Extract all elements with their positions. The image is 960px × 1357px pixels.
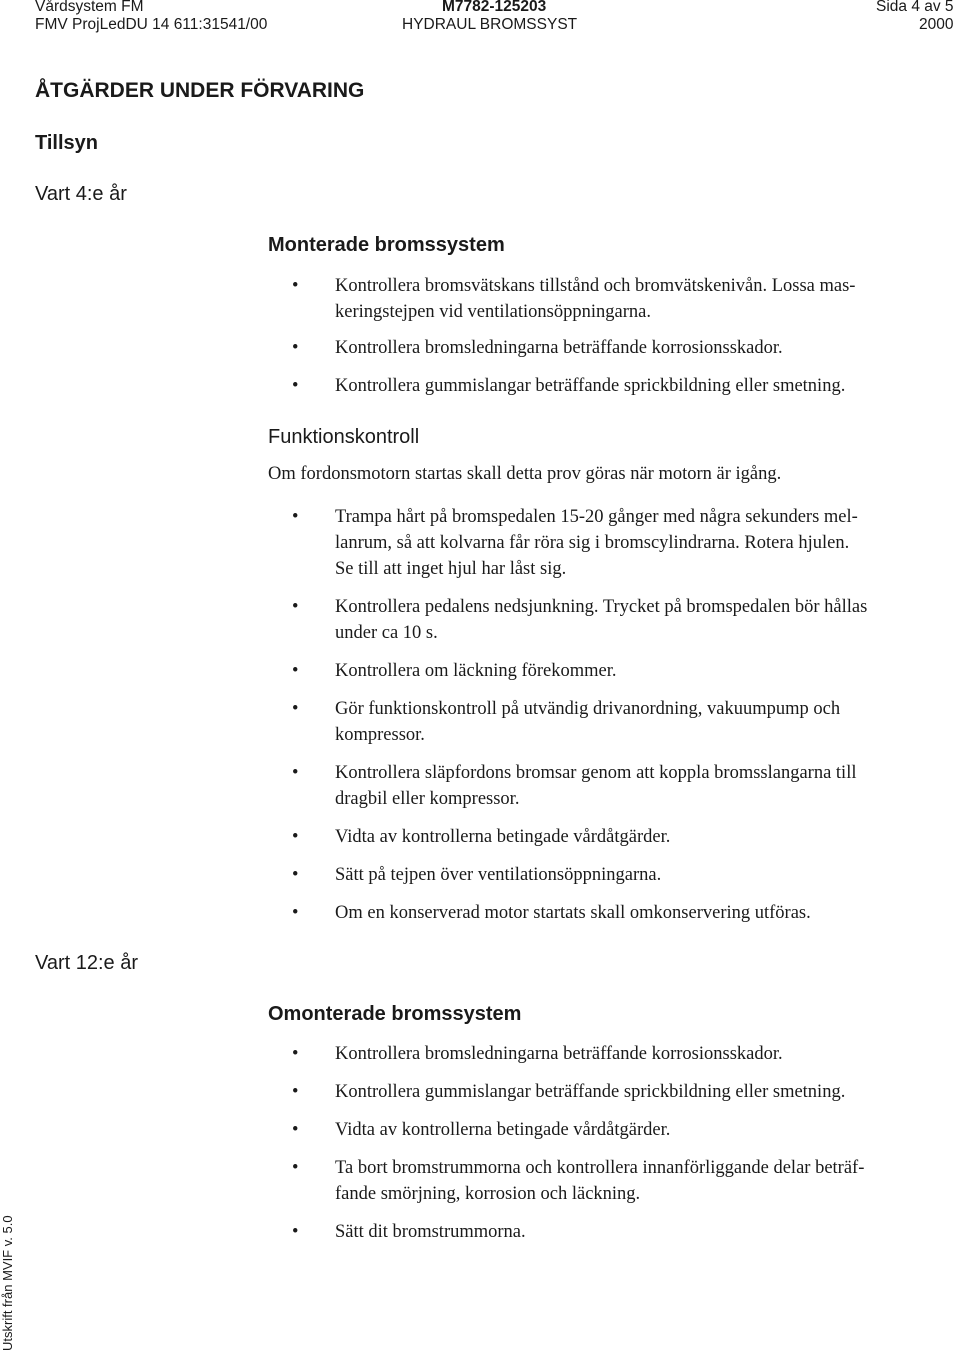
list-item bbox=[268, 594, 958, 646]
list-item bbox=[268, 1117, 958, 1143]
list-item-text: Sätt dit bromstrummorna. bbox=[335, 1222, 526, 1242]
list-item bbox=[268, 696, 958, 748]
list-item-text: Vidta av kontrollerna betingade vårdåtgärder. bbox=[335, 1120, 671, 1140]
list-item-text: Om en konserverad motor startats skall omkonservering utföras. bbox=[335, 903, 811, 923]
page-subtitle: Tillsyn bbox=[35, 132, 98, 154]
section-unmounted-heading: Omonterade bromssystem bbox=[268, 1003, 522, 1025]
list-item-text: Ta bort bromstrummorna och kontrollera innanförliggande delar beträf- fande smörjning, korrosion och läckning. bbox=[335, 1158, 865, 1204]
list-item-text: Vidta av kontrollerna betingade vårdåtgärder. bbox=[335, 827, 671, 847]
list-item-text: Sätt på tejpen över ventilationsöppningarna. bbox=[335, 865, 662, 885]
bullet: • bbox=[292, 699, 299, 719]
list-item bbox=[268, 658, 958, 684]
bullet: • bbox=[292, 597, 299, 617]
section-mounted-heading: Monterade bromssystem bbox=[268, 234, 505, 256]
bullet: • bbox=[292, 903, 299, 923]
header-doc-number: M7782-125203 bbox=[442, 0, 547, 15]
bullet: • bbox=[292, 1222, 299, 1242]
bullet: • bbox=[292, 376, 299, 396]
function-check-intro: Om fordonsmotorn startas skall detta prov göras när motorn är igång. bbox=[268, 464, 782, 484]
list-item-text: Kontrollera gummislangar beträffande sprickbildning eller smetning. bbox=[335, 1082, 846, 1102]
list-item-text: Trampa hårt på bromspedalen 15-20 gånger med några sekunders mel- lanrum, så att kolvarna får röra sig i bromscylindrarna. Rotera hjulen. Se till att inget hjul har låst sig. bbox=[335, 507, 858, 579]
header-page-number: Sida 4 av 5 bbox=[876, 0, 954, 15]
header-subject: HYDRAUL BROMSSYST bbox=[402, 16, 578, 33]
bullet: • bbox=[292, 661, 299, 681]
list-item bbox=[268, 824, 958, 850]
list-item bbox=[268, 760, 958, 812]
bullet: • bbox=[292, 1082, 299, 1102]
mounted-checklist bbox=[268, 273, 958, 399]
list-item bbox=[268, 504, 958, 582]
bullet: • bbox=[292, 338, 299, 358]
list-item-text: Kontrollera släpfordons bromsar genom att koppla bromsslangarna till dragbil eller kompressor. bbox=[335, 763, 857, 809]
header-system: Vårdsystem FM bbox=[35, 0, 144, 15]
print-source-note: Utskrift från MVIF v. 5.0 bbox=[0, 1215, 15, 1351]
list-item-text: Kontrollera pedalens nedsjunkning. Trycket på bromspedalen bör hållas under ca 10 s. bbox=[335, 597, 868, 643]
list-item bbox=[268, 1219, 958, 1245]
list-item-text: Gör funktionskontroll på utvändig drivanordning, vakuumpump och kompressor. bbox=[335, 699, 841, 745]
list-item bbox=[268, 900, 958, 926]
function-checklist bbox=[268, 504, 958, 926]
list-item-text: Kontrollera bromsledningarna beträffande korrosionsskador. bbox=[335, 338, 783, 358]
bullet: • bbox=[292, 507, 299, 527]
list-item-text: Kontrollera gummislangar beträffande sprickbildning eller smetning. bbox=[335, 376, 846, 396]
bullet: • bbox=[292, 1044, 299, 1064]
list-item bbox=[268, 1155, 958, 1207]
bullet: • bbox=[292, 865, 299, 885]
header-project-ref: FMV ProjLedDU 14 611:31541/00 bbox=[35, 16, 268, 33]
list-item-text: Kontrollera om läckning förekommer. bbox=[335, 661, 617, 681]
bullet: • bbox=[292, 1120, 299, 1140]
bullet: • bbox=[292, 763, 299, 783]
unmounted-checklist bbox=[268, 1041, 958, 1245]
list-item bbox=[268, 1079, 958, 1105]
list-item bbox=[268, 273, 958, 325]
bullet: • bbox=[292, 276, 299, 296]
list-item bbox=[268, 862, 958, 888]
list-item-text: Kontrollera bromsvätskans tillstånd och bromvätskenivån. Lossa mas- keringstejpen vid ventilationsöppningarna. bbox=[335, 276, 856, 322]
bullet: • bbox=[292, 1158, 299, 1178]
interval-4-years: Vart 4:e år bbox=[35, 183, 127, 205]
function-check-heading: Funktionskontroll bbox=[268, 426, 420, 448]
list-item bbox=[268, 1041, 958, 1067]
list-item bbox=[268, 373, 958, 399]
list-item-text: Kontrollera bromsledningarna beträffande korrosionsskador. bbox=[335, 1044, 783, 1064]
interval-12-years: Vart 12:e år bbox=[35, 952, 139, 974]
header-year: 2000 bbox=[919, 16, 954, 33]
bullet: • bbox=[292, 827, 299, 847]
list-item bbox=[268, 335, 958, 361]
page-title: ÅTGÄRDER UNDER FÖRVARING bbox=[35, 79, 365, 102]
